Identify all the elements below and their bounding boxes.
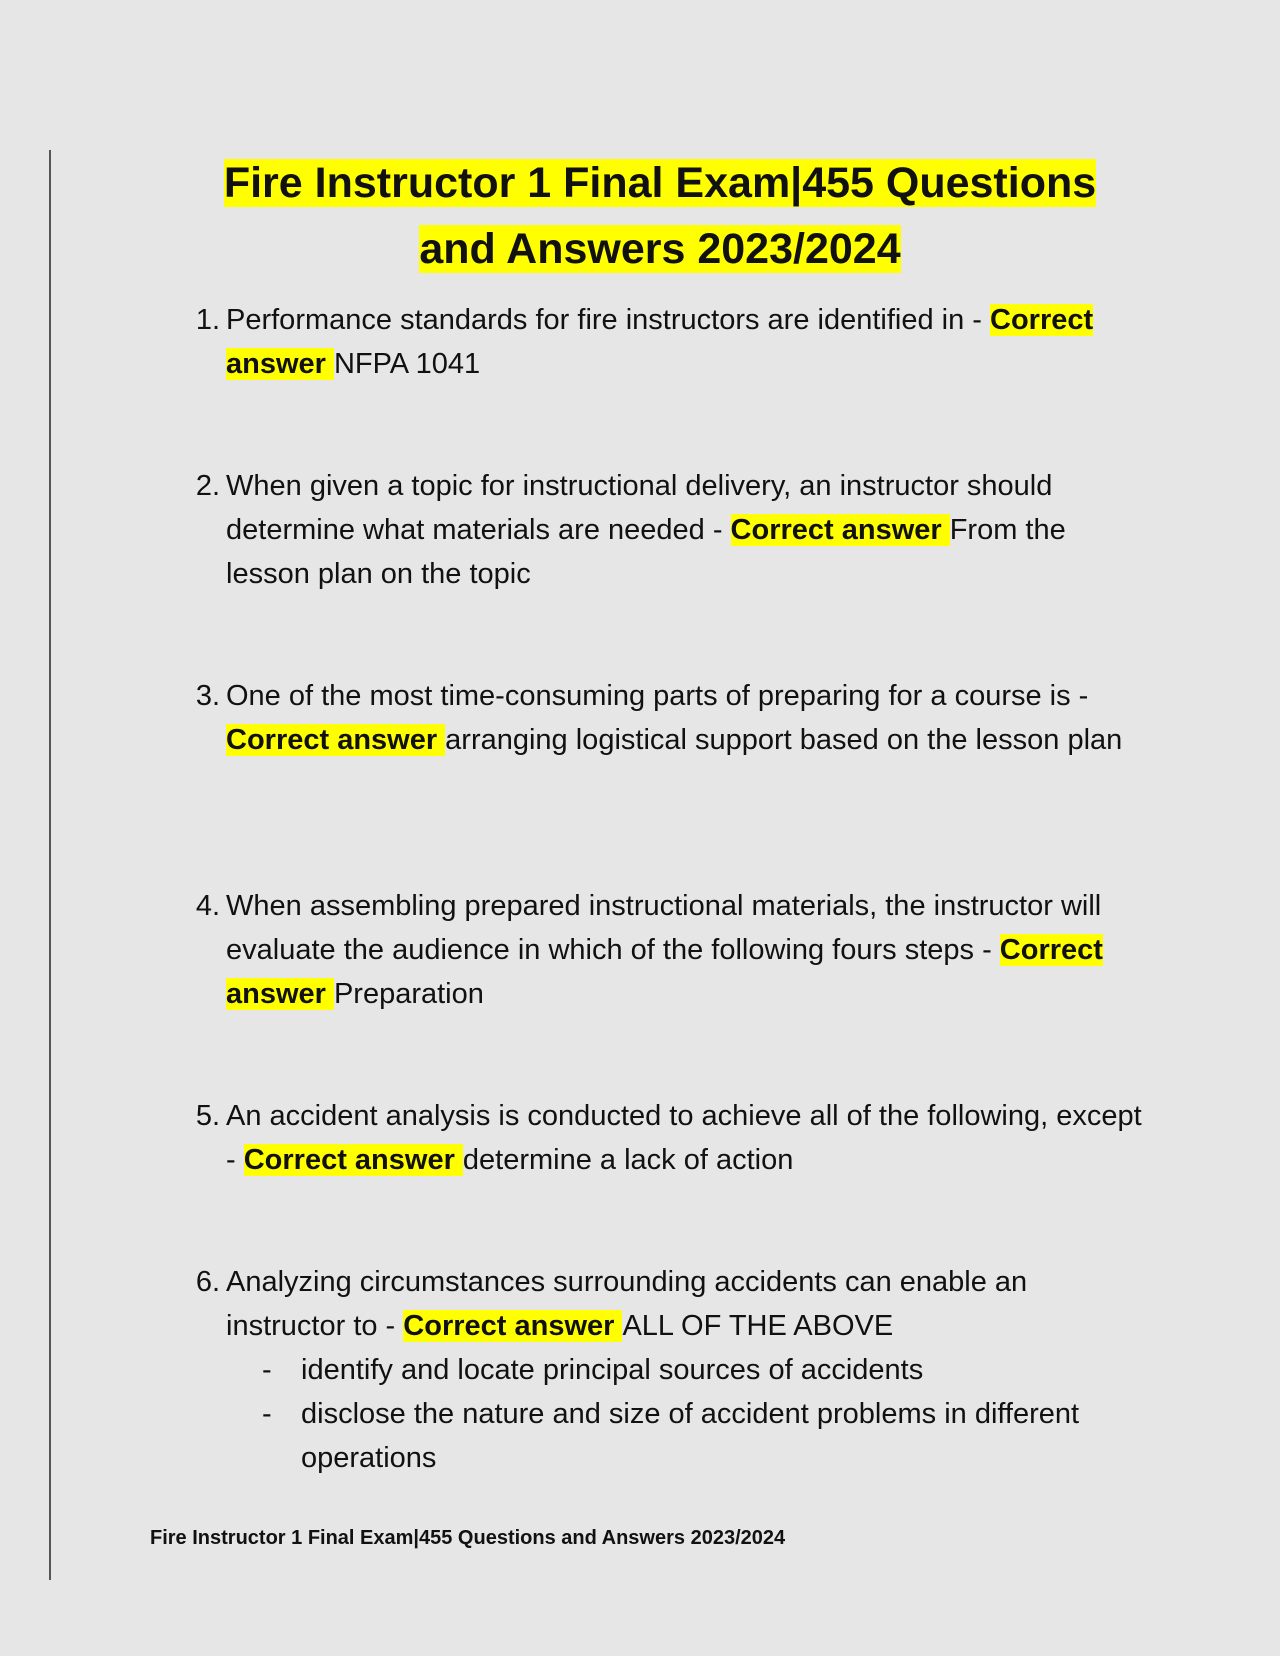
left-margin-rule: [49, 150, 51, 1580]
question-item-6: [186, 1260, 1146, 1480]
question-number: 1.: [195, 304, 220, 336]
question-item-1: [186, 298, 1146, 386]
title-line-2: and Answers 2023/2024: [419, 225, 901, 273]
correct-answer-label: Correct answer: [226, 934, 1103, 1010]
question-prompt: When given a topic for instructional delivery, an instructor should determine what materials are needed -: [226, 470, 1053, 546]
sub-item-text: identify and locate principal sources of accidents: [301, 1354, 924, 1386]
correct-answer-label: Correct answer: [226, 724, 445, 756]
question-prompt: Performance standards for fire instructors are identified in -: [226, 304, 990, 336]
answer-sub-list: [186, 1348, 1146, 1480]
answer-text: Preparation: [333, 978, 484, 1010]
correct-answer-label: Correct answer: [403, 1310, 622, 1342]
question-body: [226, 1260, 1146, 1348]
question-prompt: Analyzing circumstances surrounding accidents can enable an instructor to -: [226, 1266, 1028, 1342]
answer-text: arranging logistical support based on the lesson plan: [445, 724, 1123, 756]
answer-text: determine a lack of action: [462, 1144, 794, 1176]
question-number: 2.: [195, 470, 220, 502]
question-body: [226, 1094, 1146, 1182]
question-number: 4.: [195, 890, 220, 922]
question-body: [226, 884, 1146, 1016]
answer-text: From the lesson plan on the topic: [226, 514, 1066, 590]
question-number: 6.: [195, 1266, 220, 1298]
question-number: 5.: [195, 1100, 220, 1132]
document-title: [140, 150, 1180, 282]
correct-answer-label: Correct answer: [731, 514, 950, 546]
question-prompt: An accident analysis is conducted to achieve all of the following, except -: [226, 1100, 1142, 1176]
question-body: [226, 298, 1146, 386]
question-number: 3.: [195, 680, 220, 712]
question-item-4: [186, 884, 1146, 1016]
correct-answer-label: Correct answer: [226, 304, 1094, 380]
question-item-3: [186, 674, 1146, 762]
question-body: [226, 464, 1146, 596]
page-footer: Fire Instructor 1 Final Exam|455 Questions and Answers 2023/2024: [150, 1527, 786, 1549]
answer-text: NFPA 1041: [333, 348, 481, 380]
sub-item-text: disclose the nature and size of accident problems in different operations: [301, 1398, 1080, 1474]
question-item-2: [186, 464, 1146, 596]
title-line-1: Fire Instructor 1 Final Exam|455 Questions: [223, 159, 1097, 207]
dash-bullet: -: [262, 1398, 272, 1430]
dash-bullet: -: [262, 1354, 272, 1386]
question-prompt: One of the most time-consuming parts of preparing for a course is -: [226, 680, 1089, 712]
question-body: [226, 674, 1146, 762]
correct-answer-label: Correct answer: [244, 1144, 463, 1176]
question-prompt: When assembling prepared instructional materials, the instructor will evaluate the audience in which of the following fours steps -: [226, 890, 1102, 966]
list-item: [186, 1392, 1146, 1480]
list-item: [186, 1348, 1146, 1392]
question-item-5: [186, 1094, 1146, 1182]
answer-text: ALL OF THE ABOVE: [622, 1310, 894, 1342]
